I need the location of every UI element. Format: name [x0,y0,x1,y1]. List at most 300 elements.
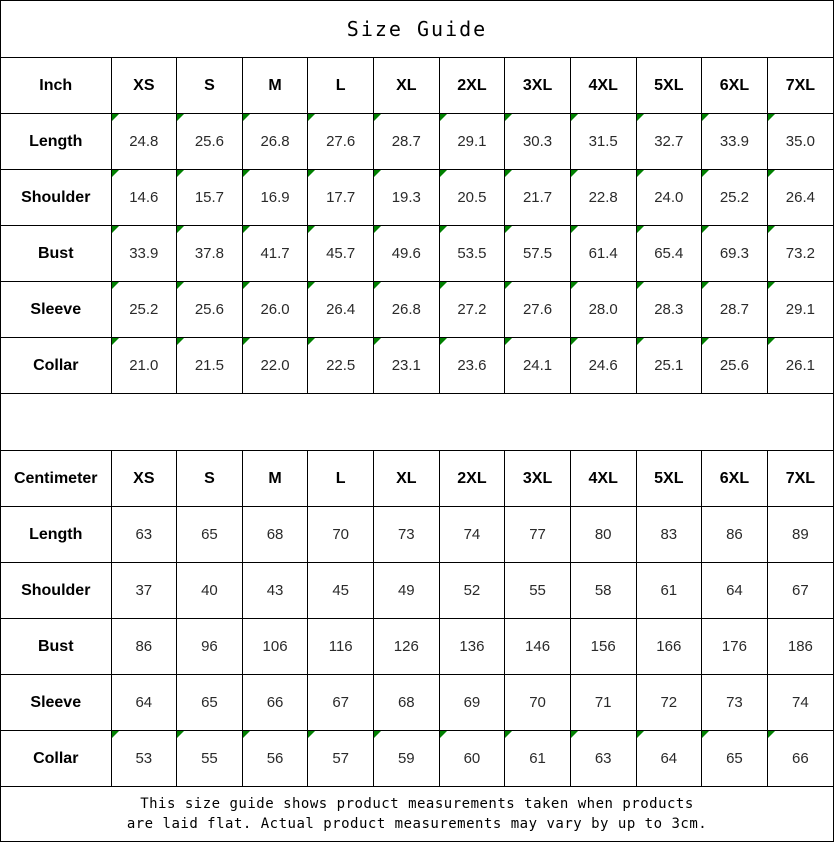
size-value-cell [505,226,571,282]
size-value: 37.8 [194,245,225,262]
size-col-header: XL [374,451,440,507]
size-value: 69.3 [719,245,750,262]
size-value-cell [242,170,308,226]
corner-mark-icon [308,114,315,121]
size-value: 60 [463,750,481,767]
size-value-cell [439,563,505,619]
table-gap-spacer [1,394,833,451]
size-value-cell [111,619,177,675]
size-value: 156 [590,638,616,655]
size-value: 21.5 [194,357,225,374]
size-value: 17.7 [326,189,356,206]
corner-mark-icon [308,282,315,289]
corner-mark-icon [702,282,709,289]
size-value: 64 [726,582,743,599]
size-value-cell [636,731,702,787]
footer-note-line2: are laid flat. Actual product measurements may vary by up to 3cm. [126,816,708,832]
size-value: 27.6 [522,301,553,318]
size-value: 69 [463,694,481,711]
corner-mark-icon [571,338,578,345]
size-value: 21.7 [522,189,553,206]
size-value-cell [439,731,505,787]
size-col-header: 3XL [505,451,571,507]
corner-mark-icon [505,170,512,177]
size-value: 61.4 [588,245,618,262]
corner-mark-icon [112,338,119,345]
corner-mark-icon [374,282,381,289]
size-value-cell [505,282,571,338]
size-value: 22.8 [588,189,618,206]
size-value-cell [570,114,636,170]
corner-mark-icon [637,282,644,289]
size-value: 23.6 [457,357,487,374]
table-row [1,170,833,226]
inch-table-section [1,58,833,394]
corner-mark-icon [571,282,578,289]
size-value-cell [767,338,833,394]
size-value: 24.0 [654,189,684,206]
size-col-header: L [308,58,374,114]
size-value-cell [374,563,440,619]
size-value: 28.0 [588,301,618,318]
size-value-cell [177,619,243,675]
size-value-cell [374,226,440,282]
size-col-header: 7XL [767,58,833,114]
size-value: 28.7 [391,133,421,150]
size-value: 29.1 [785,301,815,318]
size-value-cell [177,282,243,338]
corner-mark-icon [768,114,775,121]
size-value-cell [308,731,374,787]
size-value: 106 [262,638,288,655]
size-value-cell [439,675,505,731]
size-value: 25.2 [129,301,159,318]
corner-mark-icon [571,226,578,233]
size-value: 41.7 [260,245,290,262]
size-value-cell [308,507,374,563]
corner-mark-icon [112,731,119,738]
size-value: 26.8 [391,301,421,318]
size-value: 57.5 [522,245,553,262]
size-value: 89 [792,526,809,543]
size-value-cell [767,507,833,563]
size-value: 32.7 [654,133,684,150]
size-value: 68 [266,526,284,543]
corner-mark-icon [440,731,447,738]
size-value-cell [767,282,833,338]
size-value-cell [374,170,440,226]
footer-note-line1: This size guide shows product measurements taken when products [140,796,694,812]
corner-mark-icon [243,226,250,233]
size-value-cell [570,563,636,619]
size-value: 25.6 [719,357,750,374]
footer-note [1,787,833,841]
size-value: 67 [332,694,350,711]
corner-mark-icon [243,282,250,289]
size-value: 28.7 [719,301,750,318]
size-col-header: 3XL [505,58,571,114]
size-col-header: 5XL [636,58,702,114]
centimeter-table-section [1,451,833,787]
size-col-header: 6XL [702,451,768,507]
corner-mark-icon [112,226,119,233]
size-col-header: 6XL [702,58,768,114]
row-label: Sleeve [1,282,111,338]
size-value-cell [242,338,308,394]
size-value-cell [111,563,177,619]
size-value-cell [308,282,374,338]
size-value-cell [767,170,833,226]
size-value-cell [702,282,768,338]
corner-mark-icon [308,731,315,738]
size-value: 70 [529,694,546,711]
size-value: 73 [726,694,743,711]
size-value: 67 [792,582,809,599]
header-row [1,58,833,114]
size-value-cell [111,170,177,226]
size-value: 63 [135,526,153,543]
size-value: 86 [135,638,153,655]
size-value-cell [702,114,768,170]
size-value-cell [702,563,768,619]
size-value-cell [177,675,243,731]
size-value: 29.1 [457,133,487,150]
size-value-cell [767,675,833,731]
corner-mark-icon [243,170,250,177]
corner-mark-icon [505,282,512,289]
corner-mark-icon [374,170,381,177]
corner-mark-icon [112,282,119,289]
size-value: 72 [660,694,678,711]
size-value-cell [702,731,768,787]
size-value: 83 [660,526,678,543]
size-value-cell [111,507,177,563]
size-value-cell [111,675,177,731]
size-value: 53.5 [457,245,487,262]
size-col-header: M [242,58,308,114]
row-label: Shoulder [1,170,111,226]
corner-mark-icon [177,338,184,345]
size-value-cell [111,114,177,170]
corner-mark-icon [177,170,184,177]
table-row [1,507,833,563]
size-value-cell [767,226,833,282]
corner-mark-icon [177,282,184,289]
size-value-cell [308,338,374,394]
size-value: 21.0 [129,357,159,374]
corner-mark-icon [768,731,775,738]
size-value-cell [177,731,243,787]
corner-mark-icon [177,226,184,233]
corner-mark-icon [243,731,250,738]
size-value-cell [767,619,833,675]
corner-mark-icon [637,170,644,177]
size-value-cell [242,731,308,787]
size-value-cell [242,114,308,170]
size-value: 126 [393,638,419,655]
size-value: 136 [459,638,485,655]
table-row [1,338,833,394]
size-value: 25.1 [654,357,684,374]
size-value: 73 [397,526,415,543]
size-value: 24.1 [522,357,553,374]
corner-mark-icon [768,282,775,289]
size-value-cell [177,507,243,563]
size-value-cell [374,114,440,170]
size-value-cell [767,563,833,619]
size-value-cell [636,226,702,282]
size-value-cell [636,563,702,619]
size-value: 16.9 [260,189,290,206]
table-row [1,226,833,282]
size-value-cell [111,226,177,282]
size-value: 31.5 [588,133,618,150]
corner-mark-icon [308,170,315,177]
size-value-cell [702,170,768,226]
size-value: 22.0 [260,357,290,374]
size-value: 40 [201,582,218,599]
size-value-cell [242,226,308,282]
size-value-cell [439,226,505,282]
size-value-cell [570,675,636,731]
corner-mark-icon [374,226,381,233]
size-value-cell [570,731,636,787]
size-value-cell [374,675,440,731]
size-value-cell [505,563,571,619]
size-value: 25.2 [719,189,750,206]
size-value: 64 [660,750,678,767]
size-value-cell [702,338,768,394]
corner-mark-icon [637,338,644,345]
size-value: 116 [328,638,353,655]
table-row [1,282,833,338]
size-value-cell [308,170,374,226]
corner-mark-icon [440,338,447,345]
size-value: 35.0 [785,133,815,150]
size-value: 25.6 [194,133,225,150]
size-col-header: 7XL [767,451,833,507]
size-col-header: S [177,58,243,114]
size-col-header: 5XL [636,451,702,507]
size-value-cell [439,170,505,226]
corner-mark-icon [571,170,578,177]
corner-mark-icon [505,731,512,738]
size-col-header: XS [111,451,177,507]
corner-mark-icon [702,114,709,121]
size-value: 28.3 [654,301,684,318]
size-value-cell [308,619,374,675]
size-value-cell [505,170,571,226]
size-value-cell [505,731,571,787]
size-value-cell [111,282,177,338]
size-value-cell [439,114,505,170]
size-value-cell [177,226,243,282]
size-value-cell [308,114,374,170]
size-value-cell [374,282,440,338]
size-col-header: M [242,451,308,507]
size-value-cell [636,507,702,563]
unit-label: Centimeter [1,451,111,507]
corner-mark-icon [374,114,381,121]
size-col-header: 4XL [570,451,636,507]
size-value-cell [177,170,243,226]
size-value-cell [570,226,636,282]
size-value-cell [702,226,768,282]
size-value: 20.5 [457,189,487,206]
corner-mark-icon [571,731,578,738]
size-value-cell [702,675,768,731]
corner-mark-icon [505,338,512,345]
size-value: 55 [529,582,546,599]
size-value: 33.9 [129,245,159,262]
size-value-cell [570,619,636,675]
size-value-cell [767,114,833,170]
size-value: 55 [201,750,218,767]
size-value: 68 [397,694,415,711]
size-value-cell [636,282,702,338]
size-value-cell [505,619,571,675]
corner-mark-icon [702,226,709,233]
table-row [1,731,833,787]
corner-mark-icon [440,282,447,289]
size-value-cell [374,731,440,787]
size-value: 63 [594,750,612,767]
size-col-header: L [308,451,374,507]
size-value-cell [242,675,308,731]
corner-mark-icon [768,170,775,177]
size-value-cell [505,507,571,563]
size-value: 19.3 [391,189,421,206]
size-col-header: 4XL [570,58,636,114]
size-value: 71 [594,694,612,711]
corner-mark-icon [702,338,709,345]
size-value-cell [242,563,308,619]
page-title: Size Guide [1,1,833,58]
size-value: 65.4 [654,245,684,262]
size-value-cell [308,563,374,619]
size-value: 57 [332,750,350,767]
size-value: 26.4 [326,301,356,318]
size-value-cell [439,619,505,675]
unit-label: Inch [1,58,111,114]
size-value-cell [308,226,374,282]
size-table-inch [1,58,833,394]
row-label: Collar [1,731,111,787]
size-value: 166 [656,638,682,655]
corner-mark-icon [768,226,775,233]
size-value: 33.9 [719,133,750,150]
corner-mark-icon [505,114,512,121]
size-value: 186 [787,638,813,655]
size-value: 14.6 [129,189,159,206]
size-table-centimeter [1,451,833,787]
size-value-cell [439,282,505,338]
size-value-cell [570,170,636,226]
size-value-cell [177,114,243,170]
size-value: 23.1 [391,357,421,374]
header-row [1,451,833,507]
table-row [1,675,833,731]
size-value-cell [636,675,702,731]
table-row [1,563,833,619]
size-value: 59 [397,750,415,767]
corner-mark-icon [177,731,184,738]
size-value: 70 [332,526,350,543]
size-value-cell [242,282,308,338]
corner-mark-icon [243,338,250,345]
size-value: 61 [529,750,546,767]
size-value: 74 [792,694,809,711]
size-col-header: S [177,451,243,507]
row-label: Length [1,114,111,170]
size-value: 96 [201,638,218,655]
size-value-cell [702,619,768,675]
size-value-cell [505,338,571,394]
size-value: 43 [266,582,284,599]
size-value: 45 [332,582,350,599]
corner-mark-icon [374,338,381,345]
row-label: Bust [1,619,111,675]
size-value-cell [242,507,308,563]
size-value-cell [636,619,702,675]
row-label: Collar [1,338,111,394]
size-value-cell [767,731,833,787]
size-value: 86 [726,526,743,543]
row-label: Bust [1,226,111,282]
table-row [1,114,833,170]
size-value: 58 [594,582,612,599]
size-value: 61 [660,582,678,599]
size-col-header: 2XL [439,451,505,507]
size-value-cell [570,507,636,563]
row-label: Shoulder [1,563,111,619]
size-value: 49 [397,582,415,599]
size-value: 49.6 [391,245,421,262]
size-value-cell [505,675,571,731]
size-value: 66 [266,694,284,711]
corner-mark-icon [440,170,447,177]
size-value: 65 [201,526,218,543]
size-col-header: XL [374,58,440,114]
size-value: 24.8 [129,133,159,150]
size-value: 64 [135,694,153,711]
size-value-cell [177,338,243,394]
size-value: 65 [726,750,743,767]
size-value: 24.6 [588,357,618,374]
size-value: 37 [135,582,153,599]
row-label: Sleeve [1,675,111,731]
size-value-cell [242,619,308,675]
size-value: 65 [201,694,218,711]
size-value: 77 [529,526,546,543]
size-value-cell [570,338,636,394]
size-value: 45.7 [326,245,356,262]
size-value-cell [636,170,702,226]
corner-mark-icon [637,114,644,121]
corner-mark-icon [637,731,644,738]
size-value: 25.6 [194,301,225,318]
corner-mark-icon [112,170,119,177]
size-col-header: XS [111,58,177,114]
size-value-cell [636,114,702,170]
size-value-cell [374,619,440,675]
size-value: 26.8 [260,133,290,150]
size-value: 30.3 [522,133,553,150]
corner-mark-icon [112,114,119,121]
size-value-cell [177,563,243,619]
corner-mark-icon [702,731,709,738]
corner-mark-icon [505,226,512,233]
